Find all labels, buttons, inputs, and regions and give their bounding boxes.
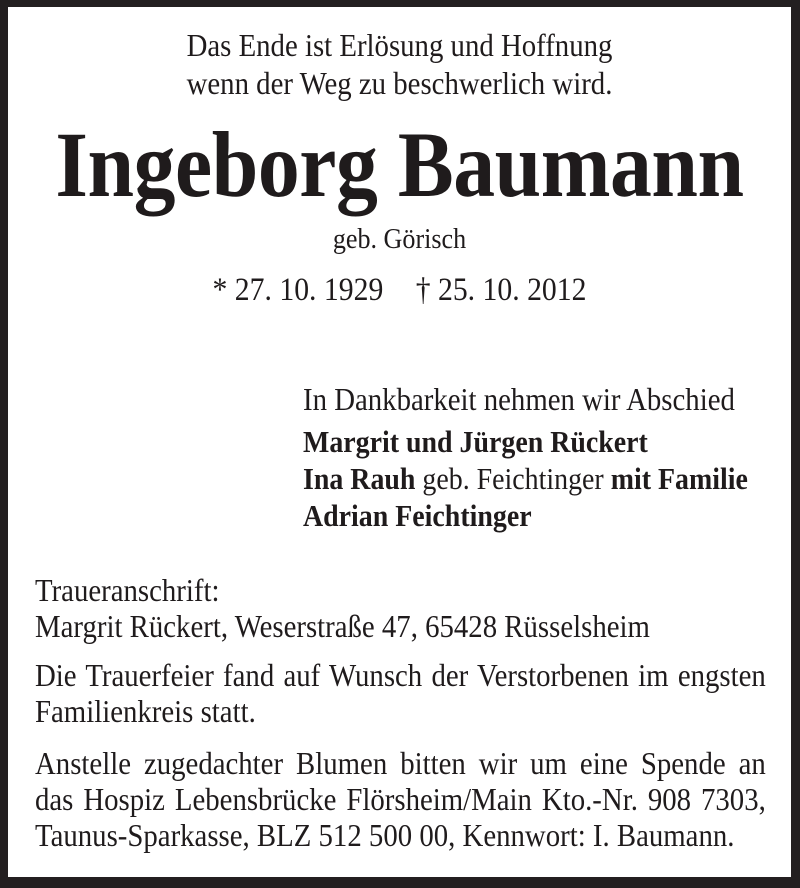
- life-dates: [47, 272, 752, 309]
- maiden-name: geb. Görisch: [332, 223, 467, 255]
- mourning-address: [35, 572, 766, 644]
- address-line: Margrit Rückert, Weserstraße 47, 65428 Rüsselsheim: [35, 608, 650, 644]
- epigraph-line-2: wenn der Weg zu beschwerlich wird.: [186, 65, 613, 101]
- mourners-list: [303, 423, 748, 534]
- mourner-line-2: [303, 460, 748, 497]
- deceased-name: Ingeborg Baumann: [55, 114, 744, 217]
- birth-date: * 27. 10. 1929: [212, 272, 384, 308]
- service-note: [35, 657, 766, 729]
- mourner-line-2-name: Ina Rauh: [303, 461, 416, 496]
- mourner-line-2-family: mit Familie: [610, 461, 748, 496]
- address-label: Traueranschrift:: [35, 572, 220, 608]
- service-line-1: Die Trauerfeier fand auf Wunsch der Verstorbenen im engsten: [35, 657, 766, 693]
- farewell-intro: In Dankbarkeit nehmen wir Abschied: [303, 381, 735, 417]
- epigraph: [47, 26, 752, 102]
- donation-line-1: Anstelle zugedachter Blumen bitten wir um eine Spende an: [35, 745, 766, 781]
- donation-note: [35, 745, 766, 853]
- epigraph-line-1: Das Ende ist Erlösung und Hoffnung: [186, 27, 613, 63]
- death-date: † 25. 10. 2012: [415, 272, 587, 308]
- mourner-line-3: Adrian Feichtinger: [303, 498, 532, 533]
- mourner-line-2-maiden: geb. Feichtinger: [415, 461, 611, 496]
- donation-line-2: das Hospiz Lebensbrücke Flörsheim/Main Kto.-Nr. 908 7303,: [35, 781, 766, 817]
- service-line-2: Familienkreis statt.: [35, 693, 256, 729]
- mourner-line-1: Margrit und Jürgen Rückert: [303, 424, 648, 459]
- donation-line-3: Taunus-Sparkasse, BLZ 512 500 00, Kennwort: I. Baumann.: [35, 817, 735, 853]
